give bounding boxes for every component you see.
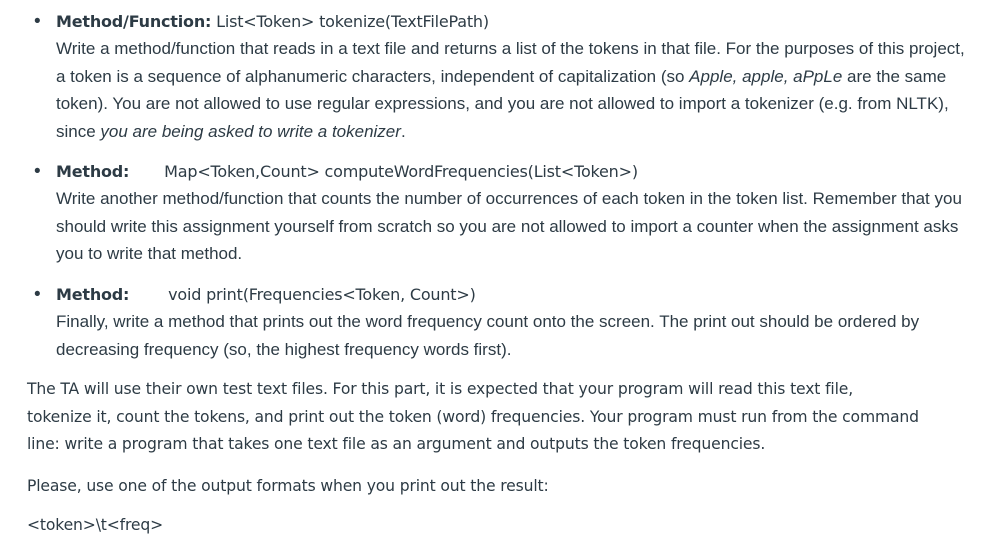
ta-note-paragraph: The TA will use their own test text files. For this part, it is expected that your program will read this text file, tokenize it, count the tokens, and print out the token (word) frequencies. Your program must run from the command line: write a program that takes one text file as an argument and outputs the token frequencies. — [27, 380, 919, 453]
description-text: . — [400, 121, 406, 141]
method-description — [56, 308, 978, 363]
method-signature — [56, 158, 978, 185]
method-label: Method: — [56, 162, 130, 181]
description-text: Finally, write a method that prints out the word frequency count onto the screen. The print out should be ordered by decreasing frequency (so, the highest frequency words first). — [56, 312, 920, 359]
output-format-intro: Please, use one of the output formats when you print out the result: — [27, 477, 549, 495]
output-format-example: <token>\t<freq> — [27, 516, 164, 534]
bullet-marker: • — [34, 11, 41, 32]
method-item-print — [0, 281, 986, 363]
method-description — [56, 185, 978, 268]
bullet-marker: • — [34, 284, 41, 305]
bullet-marker: • — [34, 161, 41, 182]
method-code: Map<Token,Count> computeWordFrequencies(List<Token>) — [164, 162, 638, 181]
method-label: Method: — [56, 285, 130, 304]
method-item-compute-word-frequencies — [0, 158, 986, 268]
description-emphasis: Apple, apple, aPpLe — [689, 66, 843, 86]
method-code: void print(Frequencies<Token, Count>) — [168, 285, 476, 304]
method-item-tokenize — [0, 8, 986, 145]
description-text: are the same token). You are not allowed to use regular expressions, and you are not allowed to import a tokenizer (e.g. from NLTK), since — [56, 66, 949, 141]
method-code: List<Token> tokenize(TextFilePath) — [216, 12, 489, 31]
description-text: Write another method/function that counts the number of occurrences of each token in the token list. Remember that you should write this assignment yourself from scratch so you are not allowed to import a counter when the assignment asks you to write that method. — [56, 189, 962, 263]
method-signature — [56, 281, 978, 308]
method-signature — [56, 8, 978, 35]
method-label: Method/Function: — [56, 12, 212, 31]
description-emphasis: you are being asked to write a tokenizer — [100, 121, 401, 141]
method-description — [56, 35, 978, 145]
description-text: Write a method/function that reads in a text file and returns a list of the tokens in that file. For the purposes of this project, a token is a sequence of alphanumeric characters, independent of capitalization (so — [56, 39, 965, 86]
